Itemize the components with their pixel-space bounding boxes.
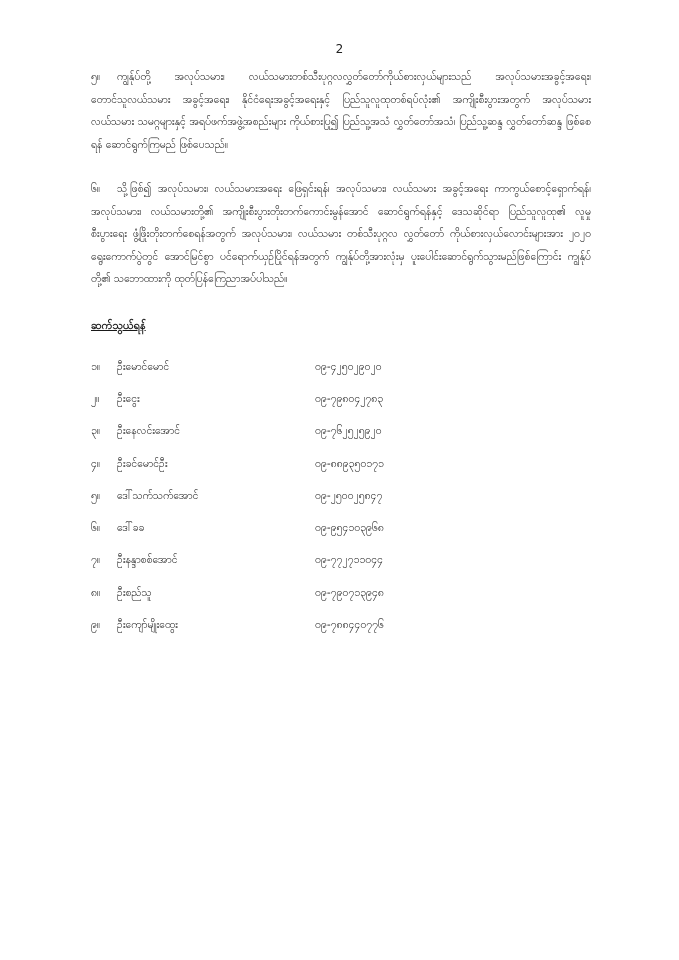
paragraph-6 — [91, 178, 591, 291]
paragraph-text: သို့ဖြစ်၍ အလုပ်သမား၊ လယ်သမားအရေး ဖြေရှင်းရန်၊ အလုပ်သမား၊ လယ်သမား အခွင့်အရေး ကာကွယ်စောင့်ရှောက်ရန်၊ အလုပ်သမား၊ လယ်သမားတို့၏ အကျိုးစီးပွားတိုးတက်ကောင်းမွန်အောင် ဆောင်ရွက်ရန်နှင့် ဒေသဆိုင်ရာ ပြည်သူလူထု၏ လူမှုစီးပွားရေး ဖွံ့ဖြိုးတိုးတက်စေရန်အတွက် အလုပ်သမား၊ လယ်သမား တစ်သီးပုဂ္ဂလ လွှတ်တော် ကိုယ်စားလှယ်လောင်းများအား ၂၀၂၀ ရွေးကောက်ပွဲတွင် အောင်မြင်စွာ ပင်ရောက်ယှဉ်ပြိုင်ရန်အတွက် ကျွန်ုပ်တို့အားလုံးမှ ပူးပေါင်းဆောင်ရွက်သွားမည်ဖြစ်ကြောင်း ကျွန်ုပ်တို့၏ သဘောထားကို ထုတ်ပြန်ကြေညာအပ်ပါသည်။ — [91, 183, 591, 285]
contacts-list — [91, 352, 511, 643]
contact-phone: ၀၉-၇၇၂၇၁၁၀၄၄ — [315, 554, 384, 567]
contact-row — [91, 546, 511, 578]
contact-row — [91, 449, 511, 481]
paragraph-number: ၆။ — [91, 183, 101, 195]
contact-name: ဦးစည်သူ — [117, 586, 152, 599]
contact-row — [91, 610, 511, 642]
contact-name: ဦးနန္ဒာစစ်အောင် — [117, 554, 178, 567]
contact-number: ၉။ — [91, 619, 101, 632]
contact-phone: ၀၉-၉၅၄၁၀၃၉၆၈ — [315, 522, 384, 535]
contact-number: ၆။ — [91, 522, 101, 535]
contact-number: ၅။ — [91, 489, 101, 502]
contact-row — [91, 417, 511, 449]
contacts-heading: ဆက်သွယ်ရန် — [91, 319, 146, 332]
contact-number: ၇။ — [91, 554, 101, 567]
contact-row — [91, 481, 511, 513]
contact-number: ၄။ — [91, 457, 101, 470]
contact-row — [91, 352, 511, 384]
paragraph-number: ၅။ — [91, 71, 101, 83]
paragraph-5 — [91, 66, 591, 156]
contact-number: ၁။ — [91, 360, 101, 373]
page-number: 2 — [335, 42, 344, 56]
contact-row — [91, 513, 511, 545]
contact-name: ဒေါ်သက်သက်အောင် — [117, 489, 199, 502]
contact-row — [91, 384, 511, 416]
contact-phone: ၀၉-၇၉၈၀၄၂၇၈၃ — [315, 392, 384, 405]
contact-name: ဒေါ်ခခ — [117, 522, 145, 535]
contact-number: ၃။ — [91, 425, 101, 438]
contact-phone: ၀၉-၈၈၉၃၅၀၁၇၁ — [315, 457, 384, 470]
contact-name: ဦးငွေး — [117, 392, 140, 405]
contact-number: ၈။ — [91, 586, 101, 599]
contact-name: ဦးခင်မောင်ဦး — [117, 457, 168, 470]
paragraph-text: ကျွန်ုပ်တို့ အလုပ်သမား၊ လယ်သမားတစ်သီးပုဂ္ဂလလွှတ်တော်ကိုယ်စားလှယ်များသည် အလုပ်သမားအခွင့်အရေး၊ တောင်သူလယ်သမား အခွင့်အရေး၊ နိုင်ငံရေးအခွင့်အရေးနှင့် ပြည်သူလူထုတစ်ရပ်လုံး၏ အကျိုးစီးပွားအတွက် အလုပ်သမား လယ်သမား သမဂ္ဂများနှင့် အရပ်ဖက်အဖွဲ့အစည်းများ ကိုယ်စားပြု၍ ပြည်သူ့အသံ လွှတ်တော်အသံ၊ ပြည်သူ့ဆန္ဒ လွှတ်တော်ဆန္ဒ ဖြစ်စေရန် ဆောင်ရွက်ကြမည် ဖြစ်ပေသည်။ — [91, 71, 591, 151]
contact-phone: ၀၉-၇၆၂၅၂၅၉၂၀ — [315, 425, 382, 438]
contact-phone: ၀၉-၂၅၀၀၂၅၈၄၇ — [315, 489, 383, 502]
contact-phone: ၀၉-၄၂၅၀၂၉၀၂၀ — [315, 360, 382, 373]
contact-name: ဦးကျော်မျိုးထွေး — [117, 619, 178, 632]
contact-name: ဦးနေလင်းအောင် — [117, 425, 181, 438]
contact-name: ဦးမောင်မောင် — [117, 360, 170, 373]
contact-row — [91, 578, 511, 610]
contact-phone: ၀၉-၇၉၀၇၁၃၉၄၈ — [315, 586, 384, 599]
contact-phone: ၀၉-၇၈၈၄၄၀၇၇၆ — [315, 619, 384, 632]
contact-number: ၂။ — [91, 392, 100, 405]
